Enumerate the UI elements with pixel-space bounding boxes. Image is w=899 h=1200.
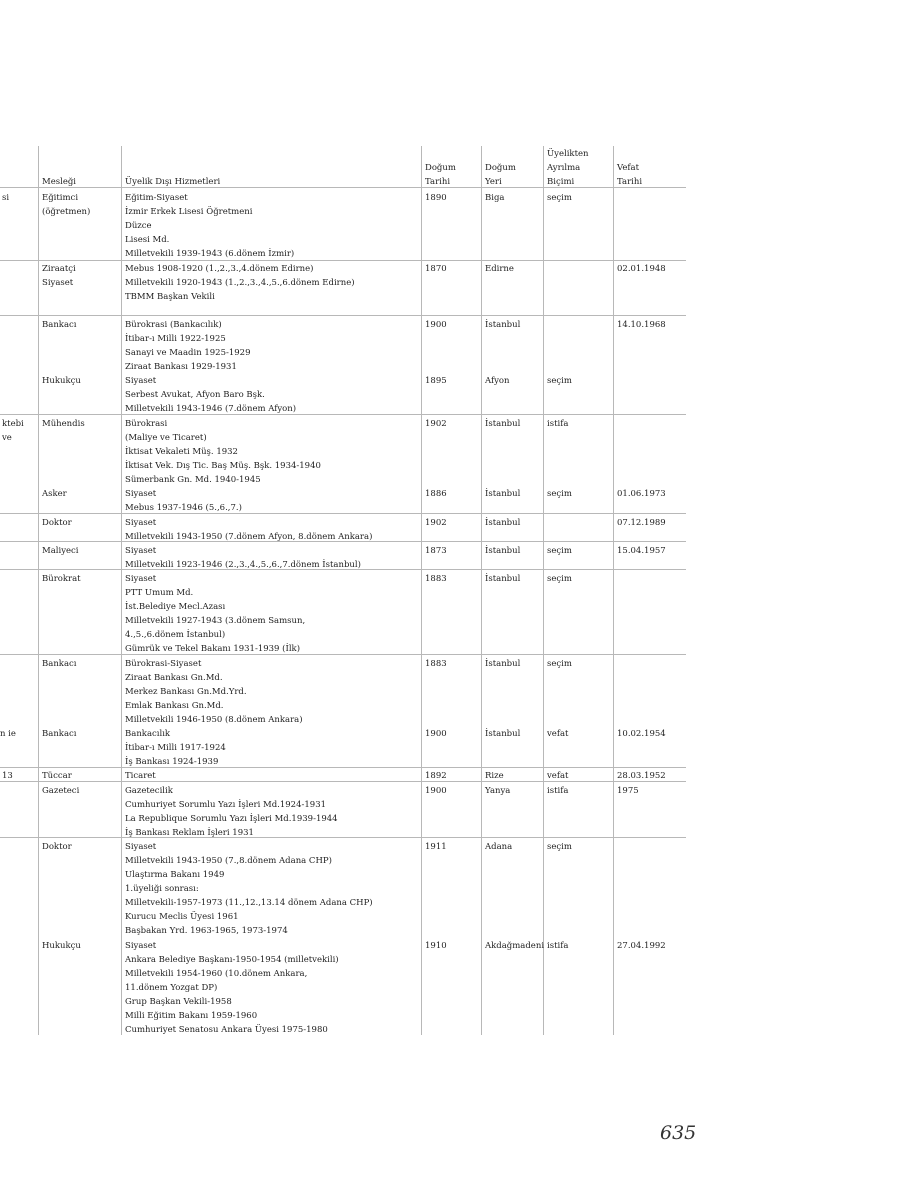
meslek-cell: [42, 939, 81, 953]
cell-line: Başbakan Yrd. 1963-1965, 1973-1974: [125, 926, 288, 936]
header-dogum-yeri: [485, 161, 516, 189]
cell-line: Merkez Bankası Gn.Md.Yrd.: [125, 687, 247, 697]
cell-line: Milletvekili 1927-1943 (3.dönem Samsun,: [125, 616, 306, 626]
meslek-cell: [42, 784, 79, 798]
dogum-yeri-cell: Yanya: [485, 786, 511, 796]
cell-line: (öğretmen): [42, 207, 91, 217]
ayrilma-cell: seçim: [547, 376, 572, 386]
cell-line: Milletvekili 1943-1946 (7.dönem Afyon): [125, 404, 297, 414]
cell-line: Cumhuriyet Senatosu Ankara Üyesi 1975-1980: [125, 1025, 328, 1035]
cell-line: (Maliye ve Ticaret): [125, 433, 207, 443]
cell-line: Gümrük ve Tekel Bakanı 1931-1939 (İlk): [125, 644, 301, 654]
cell-line: Kurucu Meclis Üyesi 1961: [125, 912, 239, 922]
column-divider: [421, 146, 422, 1035]
column-divider: [613, 146, 614, 1035]
dogum-tarihi-cell: 1895: [425, 376, 447, 386]
cell-line: Ankara Belediye Başkanı-1950-1954 (milletvekili): [125, 955, 339, 965]
hizmet-cell: [125, 417, 321, 487]
meslek-cell: [42, 657, 77, 671]
cell-line: Siyaset: [125, 376, 157, 386]
cell-line: Maliyeci: [42, 546, 79, 556]
hizmet-cell: [125, 657, 303, 727]
ayrilma-cell: vefat: [547, 729, 569, 739]
hizmet-cell: [125, 939, 339, 1037]
dogum-yeri-cell: Edirne: [485, 264, 514, 274]
dogum-yeri-cell: Adana: [485, 842, 513, 852]
cell-line: İş Bankası 1924-1939: [125, 757, 219, 767]
cell-line: Serbest Avukat, Afyon Baro Bşk.: [125, 390, 265, 400]
column-divider: [543, 146, 544, 1035]
dogum-tarihi-cell: 1886: [425, 489, 447, 499]
row-divider: [0, 837, 686, 838]
cell-line: Milli Eğitim Bakanı 1959-1960: [125, 1011, 258, 1021]
hizmet-cell: [125, 840, 373, 938]
cell-line: 11.dönem Yozgat DP): [125, 983, 218, 993]
cell-line: İktisat Vek. Dış Tic. Baş Müş. Bşk. 1934-1940: [125, 461, 321, 471]
dogum-yeri-cell: Akdağmadeni: [485, 941, 545, 951]
meslek-cell: [42, 840, 72, 854]
ayrilma-cell: istifa: [547, 941, 569, 951]
cell-line: Sanayi ve Maadin 1925-1929: [125, 348, 251, 358]
left-fragment: ve: [2, 433, 12, 443]
hizmet-cell: [125, 516, 372, 544]
left-fragment: si: [2, 193, 10, 203]
dogum-tarihi-cell: 1892: [425, 771, 447, 781]
dogum-tarihi-cell: 1900: [425, 320, 447, 330]
ayrilma-cell: seçim: [547, 546, 572, 556]
dogum-tarihi-cell: 1902: [425, 518, 447, 528]
cell-line: Eğitimci: [42, 193, 79, 203]
header-line: Biçimi: [547, 177, 575, 187]
ayrilma-cell: seçim: [547, 489, 572, 499]
meslek-cell: [42, 544, 79, 558]
left-fragment: ktebi: [2, 419, 24, 429]
cell-line: Milletvekili 1939-1943 (6.dönem İzmir): [125, 249, 295, 259]
cell-line: Gazetecilik: [125, 786, 173, 796]
row-divider: [0, 767, 686, 768]
meslek-cell: [42, 572, 81, 586]
dogum-yeri-cell: Biga: [485, 193, 505, 203]
cell-line: Ziraat Bankası 1929-1931: [125, 362, 237, 372]
cell-line: 1.üyeliği sonrası:: [125, 884, 199, 894]
dogum-tarihi-cell: 1911: [425, 842, 447, 852]
cell-line: Bankacı: [42, 659, 77, 669]
cell-line: Bürokrasi: [125, 419, 168, 429]
hizmet-cell: [125, 544, 361, 572]
hizmet-cell: [125, 784, 338, 840]
cell-line: Siyaset: [125, 489, 157, 499]
cell-line: İtibar-ı Milli 1917-1924: [125, 743, 226, 753]
header-line: Ayrılma: [547, 163, 581, 173]
cell-line: Bankacı: [42, 320, 77, 330]
header-line: Tarihi: [617, 177, 643, 187]
cell-line: Asker: [42, 489, 67, 499]
meslek-cell: [42, 769, 72, 783]
page-number: 635: [660, 1122, 697, 1144]
vefat-cell: 07.12.1989: [617, 518, 666, 528]
dogum-tarihi-cell: 1870: [425, 264, 447, 274]
header-line: Üyelikten: [547, 149, 589, 159]
cell-line: İktisat Vekaleti Müş. 1932: [125, 447, 238, 457]
cell-line: Siyaset: [125, 941, 157, 951]
cell-line: Milletvekili 1920-1943 (1.,2.,3.,4.,5.,6.dönem Edirne): [125, 278, 355, 288]
header-line: Doğum: [485, 163, 516, 173]
header-hizmet: Üyelik Dışı Hizmetleri: [125, 177, 221, 187]
dogum-tarihi-cell: 1883: [425, 574, 447, 584]
meslek-cell: [42, 516, 72, 530]
row-divider: [0, 513, 686, 514]
left-fragment: 13: [2, 771, 13, 781]
column-divider: [481, 146, 482, 1035]
cell-line: Gazeteci: [42, 786, 80, 796]
cell-line: Siyaset: [42, 278, 74, 288]
cell-line: Eğitim-Siyaset: [125, 193, 188, 203]
cell-line: Ulaştırma Bakanı 1949: [125, 870, 225, 880]
row-divider: [0, 260, 686, 261]
column-divider: [38, 146, 39, 1035]
cell-line: Milletvekili 1946-1950 (8.dönem Ankara): [125, 715, 303, 725]
cell-line: Cumhuriyet Sorumlu Yazı İşleri Md.1924-1931: [125, 800, 327, 810]
cell-line: Hukukçu: [42, 941, 81, 951]
ayrilma-cell: istifa: [547, 419, 569, 429]
cell-line: Milletvekili 1943-1950 (7.,8.dönem Adana CHP): [125, 856, 332, 866]
vefat-cell: 1975: [617, 786, 639, 796]
vefat-cell: 10.02.1954: [617, 729, 666, 739]
cell-line: Milletvekili-1957-1973 (11.,12.,13.14 dönem Adana CHP): [125, 898, 373, 908]
dogum-tarihi-cell: 1890: [425, 193, 447, 203]
dogum-tarihi-cell: 1883: [425, 659, 447, 669]
hizmet-cell: [125, 572, 305, 656]
cell-line: 4.,5.,6.dönem İstanbul): [125, 630, 226, 640]
cell-line: Doktor: [42, 842, 72, 852]
dogum-tarihi-cell: 1910: [425, 941, 447, 951]
cell-line: Milletvekili 1923-1946 (2.,3.,4.,5.,6.,7.dönem İstanbul): [125, 560, 361, 570]
ayrilma-cell: seçim: [547, 842, 572, 852]
meslek-cell: [42, 191, 90, 219]
vefat-cell: 15.04.1957: [617, 546, 666, 556]
cell-line: İtibar-ı Milli 1922-1925: [125, 334, 226, 344]
hizmet-cell: [125, 191, 294, 261]
cell-line: Bankacılık: [125, 729, 171, 739]
cell-line: Milletvekili 1943-1950 (7.dönem Afyon, 8.dönem Ankara): [125, 532, 373, 542]
dogum-tarihi-cell: 1873: [425, 546, 447, 556]
column-divider: [121, 146, 122, 1035]
dogum-tarihi-cell: 1902: [425, 419, 447, 429]
dogum-yeri-cell: İstanbul: [485, 419, 521, 429]
hizmet-cell: [125, 262, 355, 304]
meslek-cell: [42, 487, 67, 501]
row-divider: [0, 654, 686, 655]
cell-line: Milletvekili 1954-1960 (10.dönem Ankara,: [125, 969, 308, 979]
dogum-yeri-cell: İstanbul: [485, 489, 521, 499]
ayrilma-cell: seçim: [547, 659, 572, 669]
vefat-cell: 14.10.1968: [617, 320, 666, 330]
cell-line: Mühendis: [42, 419, 85, 429]
cell-line: TBMM Başkan Vekili: [125, 292, 215, 302]
dogum-yeri-cell: İstanbul: [485, 659, 521, 669]
meslek-cell: [42, 318, 77, 332]
cell-line: Sümerbank Gn. Md. 1940-1945: [125, 475, 261, 485]
cell-line: Bürokrat: [42, 574, 81, 584]
dogum-tarihi-cell: 1900: [425, 786, 447, 796]
dogum-tarihi-cell: 1900: [425, 729, 447, 739]
cell-line: Mebus 1937-1946 (5.,6.,7.): [125, 503, 242, 513]
meslek-cell: [42, 374, 81, 388]
header-line: Yeri: [485, 177, 502, 187]
cell-line: Siyaset: [125, 842, 157, 852]
dogum-yeri-cell: Afyon: [485, 376, 510, 386]
cell-line: Lisesi Md.: [125, 235, 170, 245]
cell-line: Bürokrasi-Siyaset: [125, 659, 202, 669]
cell-line: Mebus 1908-1920 (1.,2.,3.,4.dönem Edirne): [125, 264, 314, 274]
header-ayrilma: [547, 147, 589, 189]
header-line: Doğum: [425, 163, 456, 173]
left-fragment: n ie: [0, 729, 16, 739]
cell-line: Ziraatçi: [42, 264, 76, 274]
cell-line: Bankacı: [42, 729, 77, 739]
cell-line: Ziraat Bankası Gn.Md.: [125, 673, 223, 683]
cell-line: Doktor: [42, 518, 72, 528]
vefat-cell: 01.06.1973: [617, 489, 666, 499]
meslek-cell: [42, 727, 77, 741]
cell-line: Siyaset: [125, 518, 157, 528]
vefat-cell: 28.03.1952: [617, 771, 666, 781]
cell-line: Siyaset: [125, 546, 157, 556]
ayrilma-cell: istifa: [547, 786, 569, 796]
cell-line: Ticaret: [125, 771, 156, 781]
hizmet-cell: [125, 374, 296, 416]
ayrilma-cell: seçim: [547, 574, 572, 584]
header-vefat: [617, 161, 642, 189]
hizmet-cell: [125, 487, 242, 515]
hizmet-cell: [125, 769, 156, 783]
dogum-yeri-cell: İstanbul: [485, 320, 521, 330]
cell-line: Siyaset: [125, 574, 157, 584]
vefat-cell: 27.04.1992: [617, 941, 666, 951]
header-line: Vefat: [617, 163, 640, 173]
header-meslek: Mesleği: [42, 177, 77, 187]
dogum-yeri-cell: İstanbul: [485, 574, 521, 584]
cell-line: Düzce: [125, 221, 152, 231]
ayrilma-cell: seçim: [547, 193, 572, 203]
cell-line: Emlak Bankası Gn.Md.: [125, 701, 224, 711]
cell-line: La Republique Sorumlu Yazı İşleri Md.1939-1944: [125, 814, 338, 824]
row-divider: [0, 414, 686, 415]
hizmet-cell: [125, 318, 251, 374]
row-divider: [0, 781, 686, 782]
cell-line: Hukukçu: [42, 376, 81, 386]
cell-line: PTT Umum Md.: [125, 588, 194, 598]
meslek-cell: [42, 417, 85, 431]
cell-line: Bürokrasi (Bankacılık): [125, 320, 222, 330]
header-dogum-tarihi: [425, 161, 456, 189]
dogum-yeri-cell: İstanbul: [485, 546, 521, 556]
dogum-yeri-cell: Rize: [485, 771, 504, 781]
ayrilma-cell: vefat: [547, 771, 569, 781]
dogum-yeri-cell: İstanbul: [485, 518, 521, 528]
row-divider: [0, 315, 686, 316]
meslek-cell: [42, 262, 76, 290]
dogum-yeri-cell: İstanbul: [485, 729, 521, 739]
cell-line: İst.Belediye Mecl.Azası: [125, 602, 226, 612]
cell-line: Tüccar: [42, 771, 72, 781]
vefat-cell: 02.01.1948: [617, 264, 666, 274]
cell-line: İş Bankası Reklam İşleri 1931: [125, 828, 254, 838]
cell-line: İzmir Erkek Lisesi Öğretmeni: [125, 207, 253, 217]
hizmet-cell: [125, 727, 226, 769]
cell-line: Grup Başkan Vekili-1958: [125, 997, 232, 1007]
header-line: Tarihi: [425, 177, 451, 187]
